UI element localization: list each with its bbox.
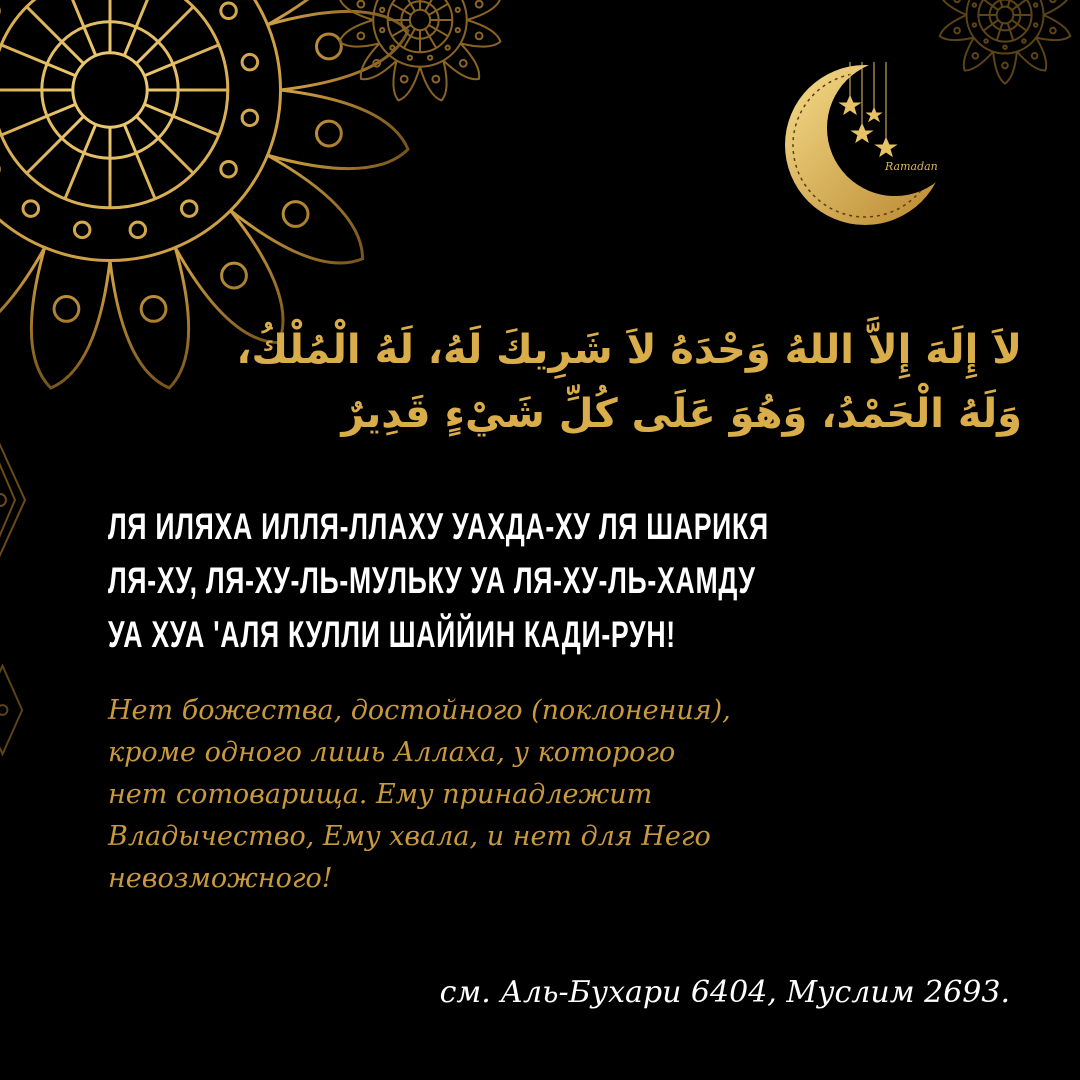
arabic-line-2: وَلَهُ الْحَمْدُ، وَهُوَ عَلَى كُلِّ شَيْءٍ قَدِيرٌ <box>341 391 1022 437</box>
mandala-ornament-top <box>330 0 510 110</box>
arabic-dua <box>236 318 1022 446</box>
translation-line-4: Владычество, Ему хвала, и нет для Него <box>108 821 711 852</box>
transliteration-line-2: ЛЯ-ХУ, ЛЯ-ХУ-ЛЬ-МУЛЬКУ УА ЛЯ-ХУ-ЛЬ-ХАМДУ <box>108 560 756 601</box>
translation <box>108 690 868 900</box>
translation-line-1: Нет божества, достойного (поклонения), <box>108 695 731 726</box>
ornament-left-edge <box>0 440 40 560</box>
translation-line-5: невозможного! <box>108 863 333 894</box>
transliteration-line-3: УА ХУА 'АЛЯ КУЛЛИ ШАЙЙИН КАДИ-РУН! <box>108 614 676 655</box>
transliteration <box>108 500 769 662</box>
translation-line-3: нет сотоварища. Ему принадлежит <box>108 779 653 810</box>
translation-line-2: кроме одного лишь Аллаха, у которого <box>108 737 676 768</box>
crescent-moon-icon <box>770 40 970 240</box>
arabic-line-1: لاَ إِلَهَ إِلاَّ اللهُ وَحْدَهُ لاَ شَرِيكَ لَهُ، لَهُ الْمُلْكُ، <box>236 327 1022 373</box>
ornament-left-edge-lower <box>0 660 30 760</box>
source-reference: см. Аль-Бухари 6404, Муслим 2693. <box>439 975 1010 1010</box>
ramadan-label: Ramadan <box>885 160 938 173</box>
transliteration-line-1: ЛЯ ИЛЯХА ИЛЛЯ-ЛЛАХУ УАХДА-ХУ ЛЯ ШАРИКЯ <box>108 506 769 547</box>
